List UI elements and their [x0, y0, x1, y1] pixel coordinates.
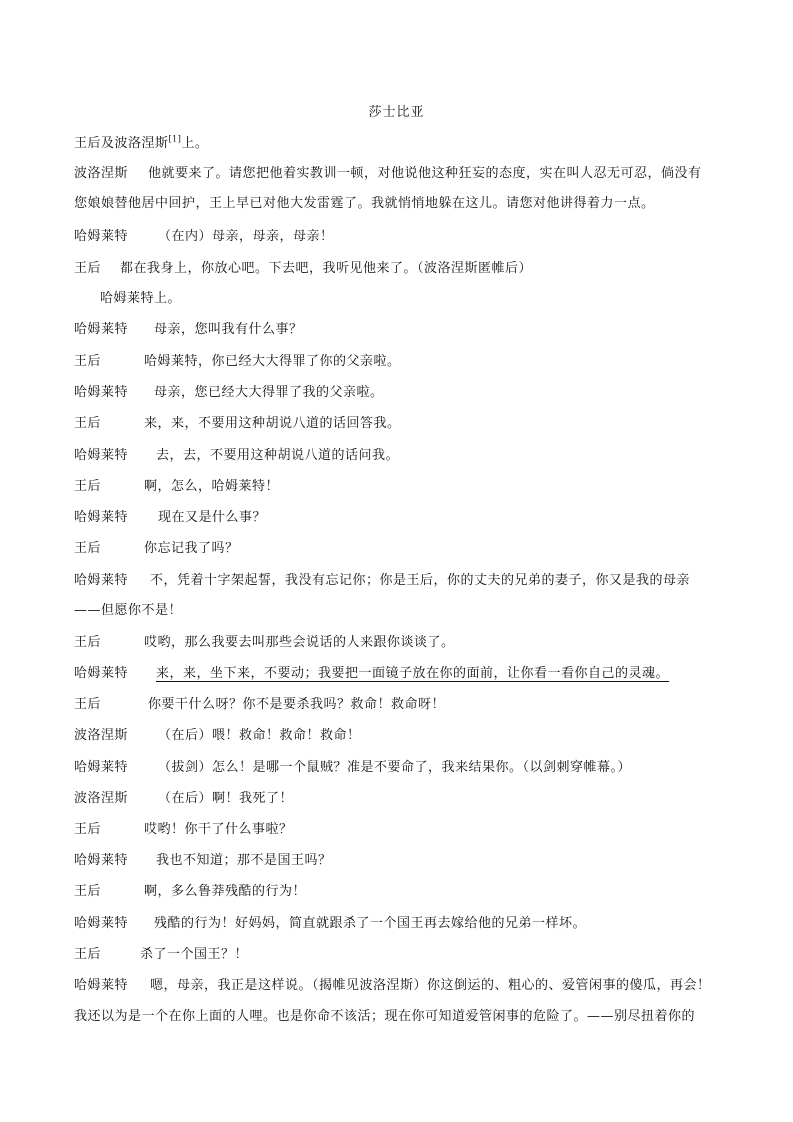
speech-text: 不，凭着十字架起誓，我没有忘记你；你是王后，你的丈夫的兄弟的妻子，你又是我的母亲: [150, 573, 691, 588]
speech-text: 去，去，不要用这种胡说八道的话问我。: [156, 448, 400, 463]
dialogue-line: [74, 446, 399, 466]
speaker-name: 王后: [74, 479, 102, 494]
speaker-name: 王后: [74, 947, 102, 962]
speaker-name: 哈姆莱特: [74, 510, 129, 525]
dialogue-line: [74, 633, 455, 653]
dialogue-line: [74, 945, 248, 965]
speaker-name: 王后: [74, 354, 102, 369]
speech-text: 你要干什么呀？你不是要杀我吗？救命！救命呀！: [148, 697, 446, 712]
dialogue-line: [74, 851, 332, 871]
speech-text: 都在我身上，你放心吧。下去吧，我听见他来了。（波洛涅斯匿帷后）: [120, 261, 533, 276]
speech-text: 你忘记我了吗？: [144, 541, 239, 556]
speaker-name: 波洛涅斯: [74, 791, 129, 806]
speech-text: （拔剑）怎么！是哪一个鼠贼？准是不要命了，我来结果你。（以剑刺穿帷幕。）: [158, 760, 632, 775]
dialogue-line: [74, 726, 361, 746]
dialogue-line: [74, 664, 669, 684]
speaker-name: 哈姆莱特: [74, 573, 129, 588]
dialogue-line: [74, 695, 445, 715]
stage-direction-tail: 上。: [181, 136, 209, 151]
dialogue-line: [74, 227, 334, 247]
speech-text-underlined: 来，来，坐下来，不要动；我要把一面镜子放在你的面前，让你看一看你自己的灵魂。: [156, 666, 670, 681]
dialogue-line: [74, 320, 303, 340]
speaker-name: 王后: [74, 635, 102, 650]
dialogue-line: [74, 758, 631, 778]
dialogue-continuation: 您娘娘替他居中回护，王上早已对他大发雷霆了。我就悄悄地躲在这儿。请您对他讲得着力一点。: [74, 196, 655, 211]
footnote-marker: [1]: [168, 134, 182, 144]
speech-text: 我也不知道；那不是国王吗？: [156, 853, 332, 868]
speaker-name: 哈姆莱特: [74, 229, 129, 244]
speaker-name: 王后: [74, 541, 102, 556]
stage-direction: 哈姆莱特上。: [100, 291, 182, 306]
speaker-name: 哈姆莱特: [74, 666, 129, 681]
dialogue-line: [74, 914, 586, 934]
speech-text: 现在又是什么事？: [158, 510, 267, 525]
speaker-name: 波洛涅斯: [74, 728, 129, 743]
speaker-name: 波洛涅斯: [74, 166, 129, 181]
speaker-name: 王后: [74, 697, 102, 712]
dialogue-line: [74, 414, 401, 434]
speaker-name: 哈姆莱特: [74, 760, 129, 775]
speech-text: 杀了一个国王？！: [140, 947, 249, 962]
dialogue-line: [74, 477, 279, 497]
speech-text: 母亲，您已经大大得罪了我的父亲啦。: [154, 385, 384, 400]
dialogue-line: [74, 164, 702, 184]
speech-text: 他就要来了。请您把他着实教训一顿，对他说他这种狂妄的态度，实在叫人忍无可忍，倘没有: [148, 166, 702, 181]
dialogue-line: [74, 820, 293, 840]
speaker-name: 哈姆莱特: [74, 978, 129, 993]
speaker-name: 哈姆莱特: [74, 385, 129, 400]
dialogue-line: [74, 383, 384, 403]
dialogue-line: [74, 571, 690, 591]
stage-direction-text: 王后及波洛涅斯: [74, 136, 169, 151]
dialogue-line: [74, 539, 239, 559]
speech-text: 来，来，不要用这种胡说八道的话回答我。: [144, 416, 401, 431]
speech-text: 啊，多么鲁莽残酷的行为！: [144, 884, 307, 899]
speech-text: 啊，怎么，哈姆莱特！: [144, 479, 280, 494]
speaker-name: 哈姆莱特: [74, 322, 129, 337]
speaker-name: 王后: [74, 884, 102, 899]
speech-text: 哎哟！你干了什么事啦？: [144, 822, 293, 837]
speech-text: 哎哟，那么我要去叫那些会说话的人来跟你谈谈了。: [144, 635, 455, 650]
speaker-name: 王后: [74, 822, 102, 837]
speaker-name: 哈姆莱特: [74, 916, 129, 931]
dialogue-line: [74, 508, 266, 528]
dialogue-line: [74, 976, 711, 996]
dialogue-line: [74, 259, 532, 279]
dialogue-line: [74, 789, 293, 809]
dialogue-continuation: 我还以为是一个在你上面的人哩。也是你命不该活；现在你可知道爱管闲事的危险了。——别尽扭着你的: [74, 1009, 696, 1024]
speech-text: 母亲，您叫我有什么事？: [154, 322, 303, 337]
dialogue-continuation: ——但愿你不是！: [74, 603, 183, 618]
dialogue-line: [74, 352, 401, 372]
speaker-name: 哈姆莱特: [74, 448, 129, 463]
dialogue-line: [74, 882, 306, 902]
speech-text: 嗯，母亲，我正是这样说。（揭帷见波洛涅斯）你这倒运的、粗心的、爱管闲事的傻瓜，再会！: [150, 978, 711, 993]
speech-text: 残酷的行为！好妈妈，简直就跟杀了一个国王再去嫁给他的兄弟一样坏。: [154, 916, 587, 931]
speaker-name: 哈姆莱特: [74, 853, 129, 868]
stage-direction-opening: [74, 134, 208, 154]
speech-text: 哈姆莱特，你已经大大得罪了你的父亲啦。: [144, 354, 401, 369]
speech-text: （在后）喂！救命！救命！救命！: [158, 728, 361, 743]
speaker-name: 王后: [74, 416, 102, 431]
speech-text: （在内）母亲，母亲，母亲！: [158, 229, 334, 244]
speaker-name: 王后: [74, 261, 102, 276]
document-title: 莎士比亚: [368, 105, 425, 120]
speech-text: （在后）啊！我死了！: [158, 791, 294, 806]
